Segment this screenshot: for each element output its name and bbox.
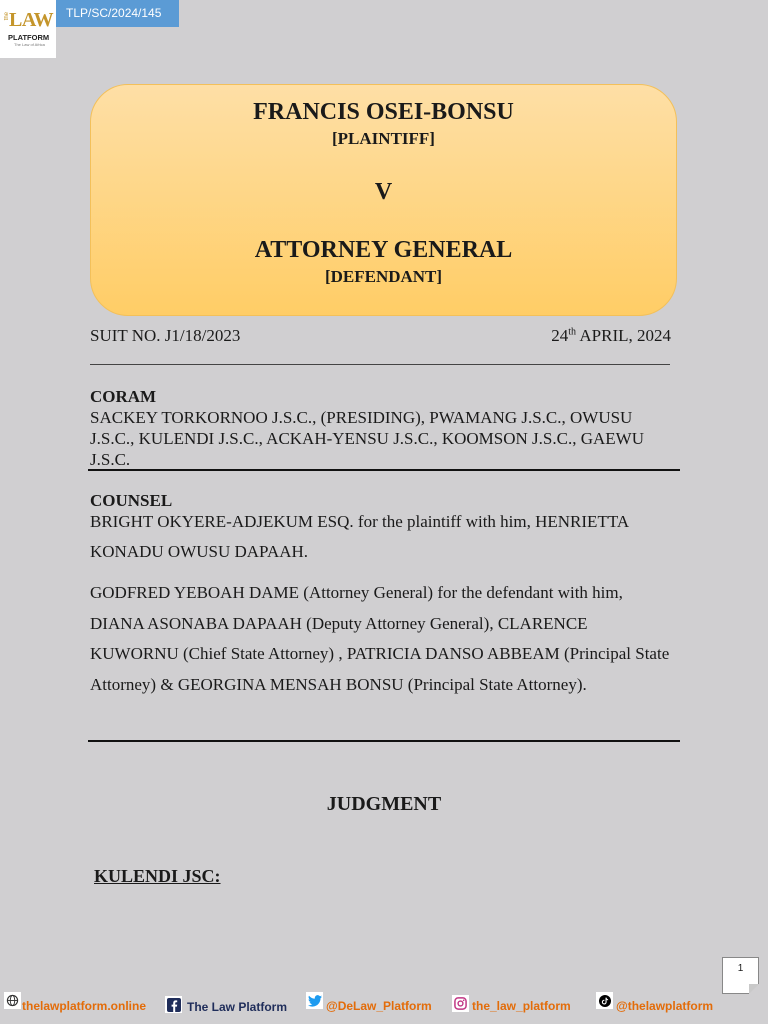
judge-name: KULENDI JSC: (94, 866, 221, 886)
judgment-date (551, 326, 671, 346)
website-link[interactable]: thelawplatform.online (22, 999, 147, 1013)
footer-tiktok[interactable] (596, 992, 726, 1016)
versus-label: V (374, 179, 393, 205)
case-reference-tag: TLP/SC/2024/145 (56, 0, 179, 27)
date-day: 24 (551, 326, 569, 345)
coram-text (90, 407, 680, 470)
facebook-link[interactable]: The Law Platform (187, 1000, 288, 1014)
case-title-box (90, 84, 677, 316)
defendant-role: [DEFENDANT] (324, 267, 443, 286)
divider-rule (90, 364, 670, 365)
counsel-heading: COUNSEL (90, 491, 173, 510)
date-suffix: th (568, 326, 577, 338)
instagram-icon (452, 995, 469, 1012)
counsel-divider (88, 740, 680, 742)
law-platform-logo (0, 0, 56, 58)
counsel-plaintiff-text (90, 507, 680, 567)
coram-line: SACKEY TORKORNOO J.S.C., (PRESIDING), PWAMANG J.S.C., OWUSU (90, 408, 633, 427)
instagram-link[interactable]: the_law_platform (472, 999, 571, 1013)
footer-instagram[interactable] (452, 992, 582, 1016)
counsel-line: BRIGHT OKYERE-ADJEKUM ESQ. for the plaintiff with him, HENRIETTA (90, 512, 630, 531)
footer-facebook[interactable] (165, 992, 295, 1016)
tiktok-link[interactable]: @thelawplatform (616, 999, 714, 1013)
logo-tagline: The Law of Africa (14, 42, 45, 47)
plaintiff-role: [PLAINTIFF] (332, 129, 435, 148)
defendant-name: ATTORNEY GENERAL (254, 237, 513, 263)
counsel-line: Attorney) & GEORGINA MENSAH BONSU (Principal State Attorney). (90, 674, 587, 694)
footer-website[interactable] (4, 992, 154, 1016)
suit-number: SUIT NO. J1/18/2023 (90, 326, 241, 345)
judgment-heading: JUDGMENT (326, 793, 442, 815)
twitter-bird-icon (306, 992, 323, 1009)
coram-divider (88, 469, 680, 471)
globe-icon (4, 992, 21, 1009)
facebook-icon (165, 996, 182, 1013)
logo-platform: PLATFORM (8, 33, 50, 42)
plaintiff-name: FRANCIS OSEI-BONSU (253, 99, 514, 125)
counsel-line: KUWORNU (Chief State Attorney) , PATRICIA DANSO ABBEAM (Principal State (90, 644, 670, 663)
date-rest: APRIL, 2024 (576, 326, 671, 345)
counsel-line: KONADU OWUSU DAPAAH. (90, 542, 309, 561)
footer-twitter[interactable] (306, 992, 436, 1016)
counsel-defendant-text (90, 578, 680, 700)
coram-line: J.S.C., KULENDI J.S.C., ACKAH-YENSU J.S.C., KOOMSON J.S.C., GAEWU (90, 429, 644, 448)
page-number: 1 (722, 957, 759, 994)
counsel-line: DIANA ASONABA DAPAAH (Deputy Attorney General), CLARENCE (90, 613, 588, 633)
coram-line: J.S.C. (90, 450, 131, 469)
logo-the: the (4, 12, 10, 21)
tiktok-icon (596, 992, 613, 1009)
twitter-link[interactable]: @DeLaw_Platform (326, 999, 432, 1013)
coram-heading: CORAM (90, 387, 157, 406)
logo-law: LAW (9, 9, 54, 31)
counsel-line: GODFRED YEBOAH DAME (Attorney General) for the defendant with him, (90, 583, 623, 602)
